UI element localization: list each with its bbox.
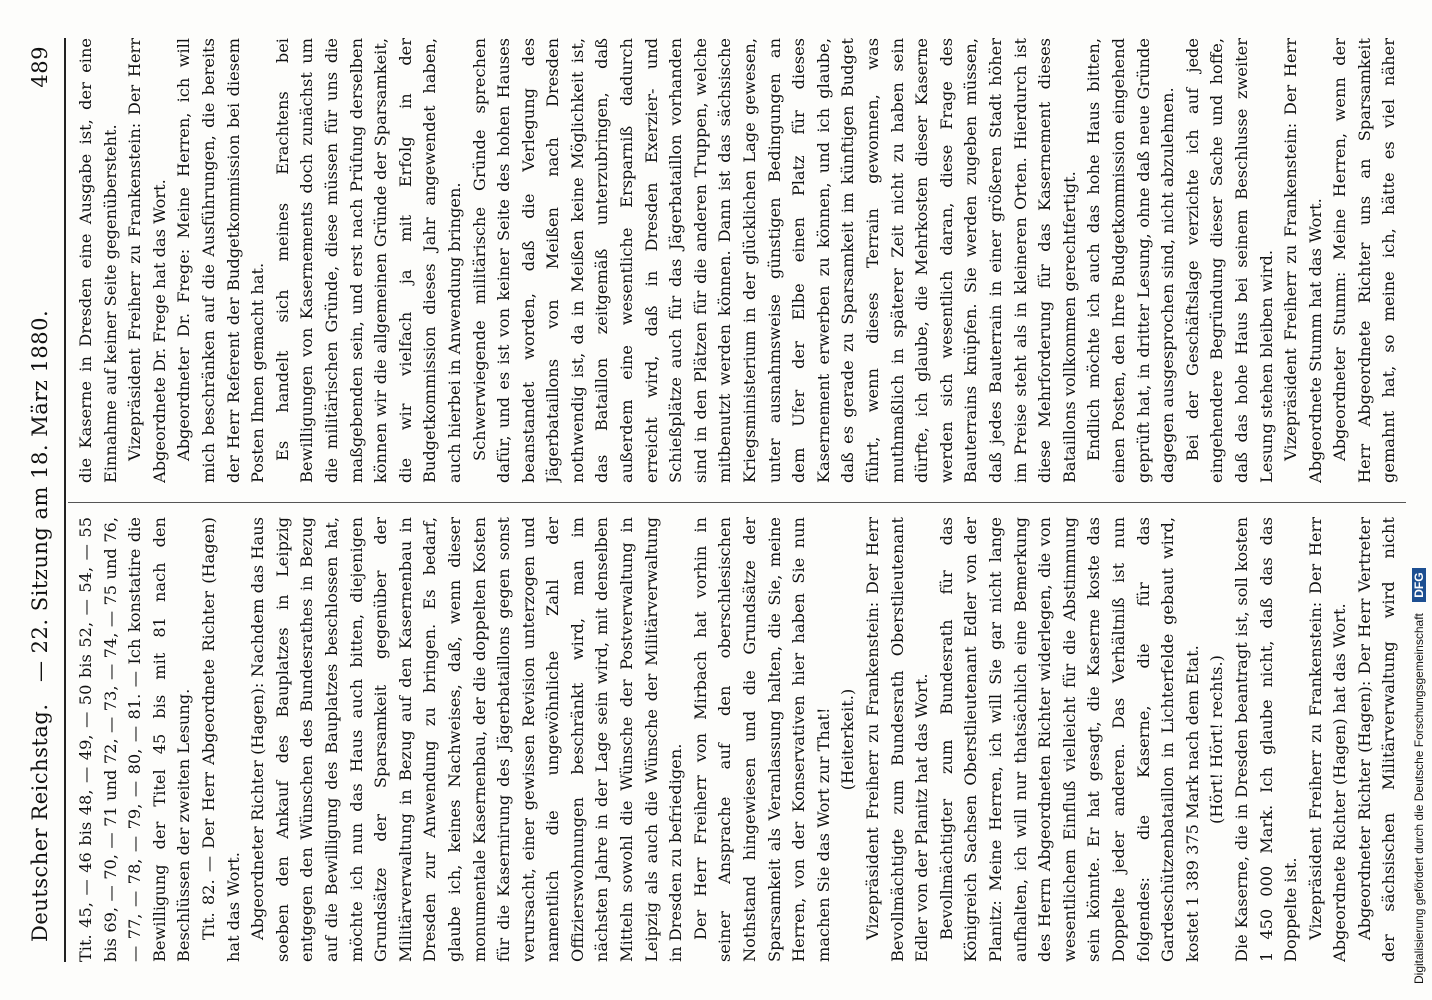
side-note (1412, 16, 1432, 984)
paragraph: Tit. 45, — 46 bis 48, — 49, — 50 bis 52, — 54, — 55 bis 69, — 70, — 71 und 72, — 73, — 74, — 75 und 76, — 77, — 78, — 79, — 80, — 81. — Ich konstatire die Bewilligung der Titel 45 bis mit 81 nach den Beschlüssen der zweiten Lesung. (76, 517, 194, 962)
header-title: Deutscher Reichstag. (28, 703, 52, 942)
paragraph: Abgeordneter Richter (Hagen): Der Herr Vertreter der sächsischen Militärverwaltung wird nicht (1354, 517, 1399, 962)
page-header (24, 38, 66, 962)
paragraph: Abgeordneter Richter (Hagen): Nachdem das Haus soeben den Ankauf des Bauplatzes in Leipzig entgegen den Wünschen des Bundesrathes in Bezug auf die Bewilligung des Bauplatzes beschlossen hat, möchte ich nun das Haus auch bitten, diejenigen Grundsätze der Sparsamkeit gegenüber der Militärverwaltung in Bezug auf den Kasernenbau in Dresden zur Anwendung zu bringen. Es bedarf, glaube ich, keines Nachweises, daß, wenn dieser monumentale Kasernenbau, der die doppelten Kosten für die Kasernirung des Jägerbataillons gegen sonst verursacht, einer gewissen Revision unterzogen und namentlich die ungewöhnliche Zahl der Offizierswohnungen beschränkt wird, man im nächsten Jahre in der Lage sein wird, mit denselben Mitteln sowohl die Wünsche der Postverwaltung in Leipzig als auch die Wünsche der Militärverwaltung in Dresden zu befriedigen. (248, 517, 686, 962)
side-note-text: Digitalisierung gefördert durch die Deutsche Forschungsgemeinschaft (1412, 613, 1426, 984)
paragraph: Bevollmächtigter zum Bundesrath für das Königreich Sachsen Oberstlieutenant Edler von der Planitz: Meine Herren, ich will Sie gar nicht lange aufhalten, ich will nur thatsächlich eine Bemerkung des Herrn Abgeordneten Richter widerlegen, die von wesentlichem Einfluß vielleicht für die Abstimmung sein könnte. Er hat gesagt, die Kaserne koste das Doppelte jeder anderen. Das Verhältniß ist nun folgendes: die Kaserne, die für das Gardeschützenbataillon in Lichterfelde gebaut wird, kostet 1 389 375 Mark nach dem Etat. (936, 517, 1202, 962)
paragraph: Vizepräsident Freiherr zu Frankenstein: Der Herr Abgeordnete Stumm hat das Wort. (1281, 38, 1325, 483)
paragraph: Vizepräsident Freiherr zu Frankenstein: Der Herr Abgeordnete Dr. Frege hat das Wort. (125, 38, 169, 483)
paragraph: Vizepräsident Freiherr zu Frankenstein: Der Herr Abgeordnete Richter (Hagen) hat das Wort. (1305, 517, 1350, 962)
right-column (74, 38, 1406, 483)
paragraph: Tit. 82. — Der Herr Abgeordnete Richter (Hagen) hat das Wort. (198, 517, 243, 962)
paragraph: Abgeordneter Dr. Frege: Meine Herren, ich will mich beschränken auf die Ausführungen, die bereits der Herr Referent der Budgetkommission bei diesem Posten Ihnen gemacht hat. (174, 38, 268, 483)
paragraph: Die Kaserne, die in Dresden beantragt ist, soll kosten 1 450 000 Mark. Ich glaube nicht, daß das das Doppelte ist. (1231, 517, 1301, 962)
dfg-logo: DFG (1412, 568, 1426, 601)
header-session: — 22. Sitzung am 18. März 1880. (28, 309, 52, 682)
paragraph: die Kaserne in Dresden eine Ausgabe ist, der eine Einnahme auf keiner Seite gegenübersteht. (76, 38, 120, 483)
left-column (74, 517, 1406, 962)
paragraph: Bei der Geschäftslage verzichte ich auf jede eingehendere Begründung dieser Sache und hoffe, daß das hohe Haus bei seinem Beschlusse zweiter Lesung stehen bleiben wird. (1182, 38, 1276, 483)
paragraph: Vizepräsident Freiherr zu Frankenstein: Der Herr Bevollmächtigte zum Bundesrath Oberstlieutenant Edler von der Planitz hat das Wort. (863, 517, 932, 962)
paragraph: Der Herr Freiherr von Mirbach hat vorhin in seiner Ansprache auf den oberschlesischen Nothstand hingewiesen und die Grundsätze der Sparsamkeit als Veranlassung halten, die Sie, meine Herren, von der Konservativen hier haben Sie nun machen Sie das Wort zur That! (690, 517, 833, 962)
paragraph: Es handelt sich meines Erachtens bei Bewilligungen von Kasernements doch zunächst um die militärischen Gründe, diese müssen für uns die maßgebenden sein, und erst nach Prüfung derselben können wir die allgemeinen Gründe der Sparsamkeit, die wir vielfach ja mit Erfolg in der Budgetkommission dieses Jahr angewendet haben, auch hierbei in Anwendung bringen. (272, 38, 464, 483)
paragraph: Schwerwiegende militärische Gründe sprechen dafür, und es ist von keiner Seite des hohen Hauses beanstandet worden, daß die Verlegung des Jägerbataillons von Meißen nach Dresden nothwendig ist, da in Meißen keine Möglichkeit ist, das Bataillon zeitgemäß unterzubringen, daß außerdem eine wesentliche Ersparniß dadurch erreicht wird, daß in Dresden Exerzier- und Schießplätze auch für das Jägerbataillon vorhanden sind in den Plätzen für die anderen Truppen, welche mitbenutzt werden können. Dann ist das sächsische Kriegsministerium in der glücklichen Lage gewesen, unter ausnahmsweise günstigen Bedingungen an dem Ufer der Elbe einen Platz für dieses Kasernement erwerben zu können, und ich glaube, daß es gerade zu Sparsamkeit im künftigen Budget führt, wenn dieses Terrain gewonnen, was muthmaßlich in späterer Zeit nicht zu haben sein dürfte, ich glaube, die Mehrkosten dieser Kaserne werden sich wesentlich daran, diese Frage des Bauterrains knüpfen. Sie werden zugeben müssen, daß jedes Bauterrain in einer größeren Stadt höher im Preise steht als in kleineren Orten. Hierdurch ist diese Mehrforderung für das Kasernement dieses Bataillons vollkommen gerechtfertigt. (469, 38, 1079, 483)
paragraph: Endlich möchte ich auch das hohe Haus bitten, einen Posten, den Ihre Budgetkommission eingehend geprüft hat, in dritter Lesung, ohne daß neue Gründe dagegen ausgesprochen sind, nicht abzulehnen. (1084, 38, 1178, 483)
column-divider (68, 502, 1406, 503)
paragraph: (Hört! Hört! rechts.) (1207, 655, 1227, 824)
paragraph: Abgeordneter Stumm: Meine Herren, wenn der Herr Abgeordnete Richter uns an Sparsamkeit gemahnt hat, so meine ich, hätte es viel näher (1330, 38, 1399, 483)
page-number: 489 (28, 46, 52, 88)
paragraph: (Heiterkeit.) (838, 688, 858, 791)
rotated-page (16, 20, 1416, 980)
